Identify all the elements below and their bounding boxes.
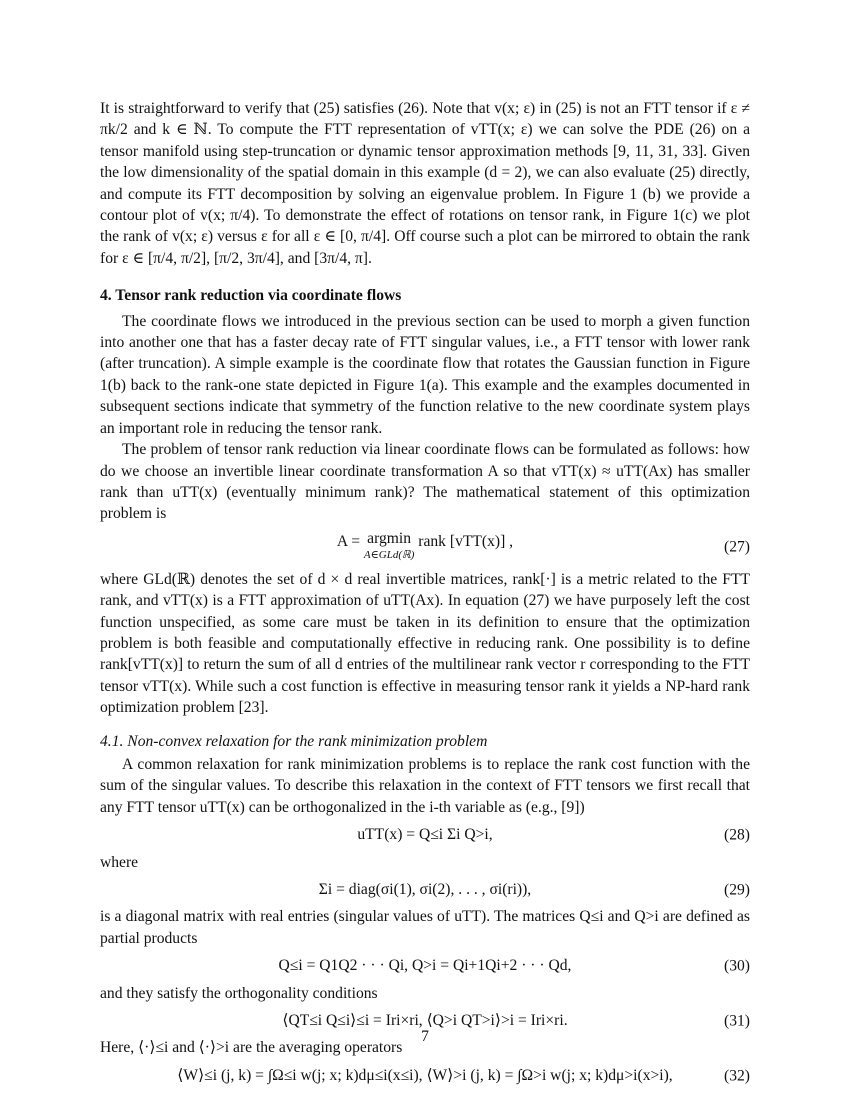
eq27-operator: argmin: [367, 529, 412, 547]
eq27-argmin: [364, 531, 414, 563]
eq27-rhs: rank [vTT(x)] ,: [418, 532, 514, 550]
page-number: 7: [421, 1028, 429, 1045]
eq29-number: (29): [724, 881, 750, 898]
paragraph-rank-problem: The problem of tensor rank reduction via linear coordinate flows can be formulated as follows: how do we choose an invertible linear coordinate transformation A so that vTT(x) ≈ uTT(Ax) has smaller rank than uTT(x) (eventually minimum rank)? The mathematical statement of this optimization problem is: [100, 441, 750, 523]
paragraph-orthogonality: and they satisfy the orthogonality conditions: [100, 984, 378, 1002]
equation-32: [100, 1065, 750, 1086]
paragraph-diagonal-matrix: is a diagonal matrix with real entries (singular values of uTT). The matrices Q≤i and Q>i are defined as partial products: [100, 908, 750, 947]
paragraph-rank-definition: where GLd(ℝ) denotes the set of d × d real invertible matrices, rank[·] is a metric related to the FTT rank, and vTT(x) is a FTT approximation of uTT(Ax). In equation (27) we have purposely left the cost function unspecified, as some care must be taken in its definition to ensure that the optimization problem is both feasible and computationally effective in reducing rank. One possibility is to define rank[vTT(x)] to return the sum of all d entries of the multilinear rank vector r corresponding to the FTT tensor vTT(x). While such a cost function is effective in measuring tensor rank it yields a NP-hard rank optimization problem [23].: [100, 570, 750, 717]
eq27-subscript: A∈GLd(ℝ): [363, 548, 415, 561]
paragraph-relaxation: A common relaxation for rank minimization problems is to replace the rank cost function with the sum of the singular values. To describe this relaxation in the context of FTT tensors we first recall that any FTT tensor uTT(x) can be orthogonalized in the i-th variable as (e.g., [9]): [100, 755, 750, 816]
section-heading: 4. Tensor rank reduction via coordinate flows: [100, 287, 402, 305]
eq32-body: ⟨W⟩≤i (j, k) = ∫Ω≤i w(j; x; k)dμ≤i(x≤i), ⟨W⟩>i (j, k) = ∫Ω>i w(j; x; k)dμ>i(x>i),: [177, 1066, 673, 1084]
paragraph-where: where: [100, 853, 139, 871]
eq32-number: (32): [724, 1066, 750, 1084]
eq30-body: Q≤i = Q1Q2 · · · Qi, Q>i = Qi+1Qi+2 · · · Qd,: [278, 957, 572, 975]
equation-28: [100, 824, 750, 845]
eq31-body: ⟨QT≤i Q≤i⟩≤i = Iri×ri, ⟨Q>i QT>i⟩>i = Iri×ri.: [282, 1012, 568, 1030]
eq27-number: (27): [724, 538, 750, 556]
eq31-number: (31): [724, 1012, 750, 1030]
paragraph-averaging: Here, ⟨·⟩≤i and ⟨·⟩>i are the averaging operators: [100, 1039, 403, 1057]
eq28-body: uTT(x) = Q≤i Σi Q>i,: [357, 826, 493, 844]
equation-29: [100, 879, 750, 900]
paper-page: [100, 98, 750, 1092]
eq29-body: Σi = diag(σi(1), σi(2), . . . , σi(ri)),: [318, 881, 532, 898]
eq28-number: (28): [724, 826, 750, 844]
eq30-number: (30): [724, 957, 750, 975]
equation-27: [100, 531, 750, 563]
paragraph-intro: It is straightforward to verify that (25) satisfies (26). Note that v(x; ε) in (25) is not an FTT tensor if ε ≠ πk/2 and k ∈ ℕ. To compute the FTT representation of vTT(x; ε) we can solve the PDE (26) on a tensor manifold using step-truncation or dynamic tensor approximation methods [9, 11, 31, 33]. Given the low dimensionality of the spatial domain in this example (d = 2), we can also evaluate (25) directly, and compute its FTT decomposition by solving an eigenvalue problem. In Figure 1 (b) we provide a contour plot of v(x; π/4). To demonstrate the effect of rotations on tensor rank, in Figure 1(c) we plot the rank of v(x; ε) versus ε for all ε ∈ [0, π/4]. Off course such a plot can be mirrored to obtain the rank for ε ∈ [π/4, π/2], [π/2, 3π/4], and [3π/4, π].: [100, 100, 750, 267]
equation-30: [100, 955, 750, 976]
eq27-lhs: A =: [336, 532, 360, 550]
subsection-heading: 4.1. Non-convex relaxation for the rank minimization problem: [100, 732, 488, 750]
paragraph-coordinate-flows: The coordinate flows we introduced in the previous section can be used to morph a given function into another one that has a faster decay rate of FTT singular values, i.e., a FTT tensor with lower rank (after truncation). A simple example is the coordinate flow that rotates the Gaussian function in Figure 1(b) back to the rank-one state depicted in Figure 1(a). This example and the examples documented in subsequent sections indicate that symmetry of the function relative to the new coordinate system plays an important role in reducing the tensor rank.: [100, 312, 750, 437]
